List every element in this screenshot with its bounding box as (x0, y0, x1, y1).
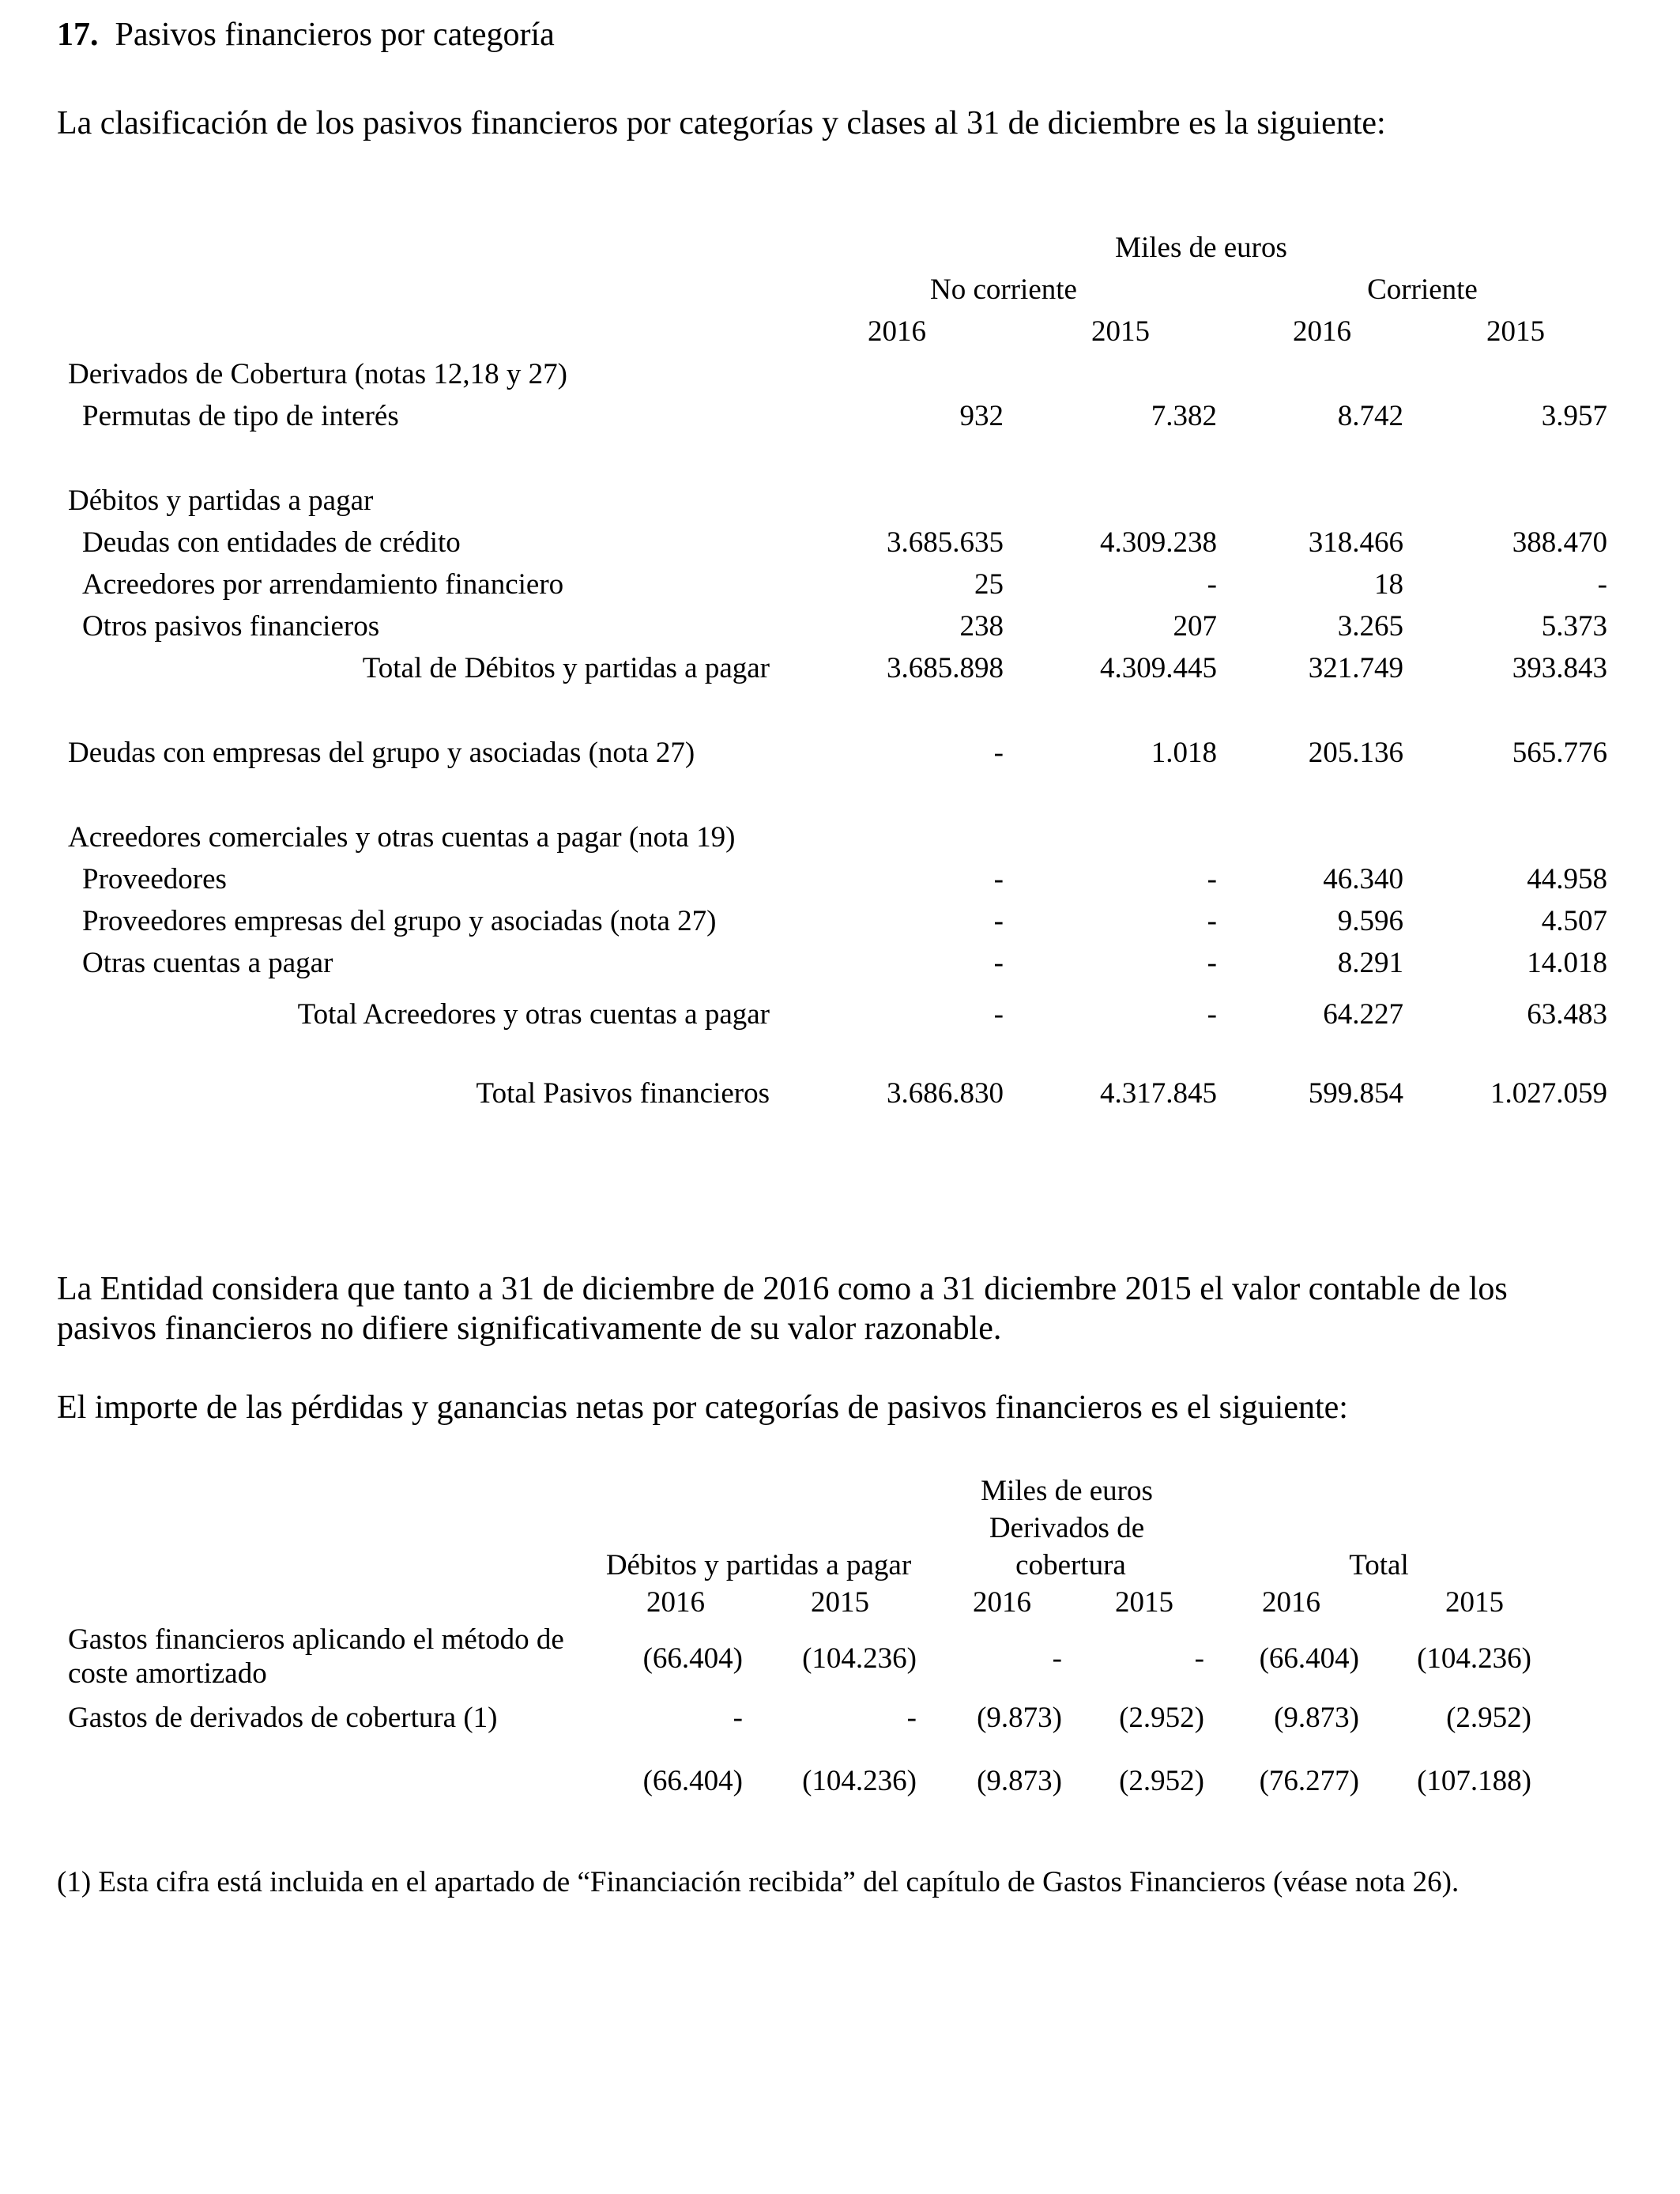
table1-row-label: Acreedores por arrendamiento financiero (82, 568, 564, 601)
table1-cell: 46.340 (1323, 863, 1403, 895)
table1-row-label: Otros pasivos financieros (82, 610, 380, 643)
table1-cell: 3.685.635 (887, 526, 1004, 559)
table1-cell: - (1207, 998, 1217, 1031)
table2-total-cell: (107.188) (1417, 1765, 1531, 1797)
table2-cell: (9.873) (1274, 1702, 1359, 1734)
table1-cell: - (993, 947, 1004, 979)
table1-group-corriente: Corriente (1367, 273, 1478, 306)
table1-cell: 318.466 (1308, 526, 1403, 559)
table1-year: 2016 (1293, 315, 1351, 348)
table1-cell: - (993, 737, 1004, 769)
table2-cell: (2.952) (1119, 1702, 1204, 1734)
table1-cell: 4.507 (1541, 905, 1607, 937)
table1-cell: 44.958 (1527, 863, 1607, 895)
section-number: 17. (57, 17, 99, 53)
table2-year: 2016 (973, 1586, 1031, 1619)
fair-value-paragraph-line: La Entidad considera que tanto a 31 de diciembre de 2016 como a 31 diciembre 2015 el valor contable de los (57, 1271, 1508, 1307)
table1-cell: 9.596 (1337, 905, 1403, 937)
table1-cell: - (993, 863, 1004, 895)
table1-cell: 205.136 (1308, 737, 1403, 769)
table1-cell: 393.843 (1512, 652, 1607, 684)
fair-value-paragraph-line: pasivos financieros no difiere significativamente de su valor razonable. (57, 1310, 1002, 1347)
table1-cell: 64.227 (1323, 998, 1403, 1031)
table2-cell: (9.873) (977, 1702, 1062, 1734)
table1-cell: 207 (1173, 610, 1217, 643)
table1-cell: 8.291 (1337, 947, 1403, 979)
table1-cell: 7.382 (1151, 400, 1217, 432)
table1-row-label: Débitos y partidas a pagar (68, 484, 374, 517)
table1-row-label: Permutas de tipo de interés (82, 400, 399, 432)
table2-year: 2016 (646, 1586, 705, 1619)
table2-cell: (66.404) (642, 1642, 743, 1675)
table1-cell: 3.685.898 (887, 652, 1004, 684)
table1-cell: 63.483 (1527, 998, 1607, 1031)
table1-cell: 1.027.059 (1490, 1077, 1607, 1110)
table2-cell: - (733, 1702, 743, 1734)
table1-total-label: Total Acreedores y otras cuentas a pagar (297, 998, 770, 1031)
table2-total-cell: (2.952) (1119, 1765, 1204, 1797)
footnote: (1) Esta cifra está incluida en el apartado de “Financiación recibida” del capítulo de Gastos Financieros (véase nota 26). (57, 1866, 1460, 1898)
table2-cell: (104.236) (1417, 1642, 1531, 1675)
table1-cell: - (1207, 863, 1217, 895)
table2-cell: (104.236) (802, 1642, 917, 1675)
table1-cell: - (993, 905, 1004, 937)
table1-year: 2015 (1486, 315, 1545, 348)
table1-cell: 5.373 (1541, 610, 1607, 643)
table2-cell: - (1052, 1642, 1062, 1675)
table1-cell: 321.749 (1308, 652, 1403, 684)
table1-row-label: Otras cuentas a pagar (82, 947, 333, 979)
table1-cell: 14.018 (1527, 947, 1607, 979)
table1-cell: 18 (1374, 568, 1403, 601)
table1-cell: - (993, 998, 1004, 1031)
table1-cell: 4.309.238 (1100, 526, 1217, 559)
table1-row-label: Acreedores comerciales y otras cuentas a pagar (nota 19) (68, 821, 736, 854)
table2-unit: Miles de euros (981, 1475, 1153, 1507)
table1-row-label: Derivados de Cobertura (notas 12,18 y 27) (68, 358, 567, 390)
table1-row-label: Proveedores empresas del grupo y asociadas (nota 27) (82, 905, 717, 937)
table2-group-total: Total (1349, 1549, 1409, 1581)
gains-losses-intro: El importe de las pérdidas y ganancias netas por categorías de pasivos financieros es el siguiente: (57, 1389, 1348, 1426)
table1-cell: 25 (974, 568, 1004, 601)
table2-cell: - (1194, 1642, 1204, 1675)
table2-cell: (66.404) (1259, 1642, 1359, 1675)
table2-year: 2015 (1115, 1586, 1173, 1619)
table1-row-label: Deudas con entidades de crédito (82, 526, 461, 559)
table1-total-label: Total de Débitos y partidas a pagar (362, 652, 770, 684)
table1-row-label: Deudas con empresas del grupo y asociadas (nota 27) (68, 737, 695, 769)
table1-group-no-corriente: No corriente (930, 273, 1077, 306)
table2-total-cell: (104.236) (802, 1765, 917, 1797)
table2-cell: (2.952) (1446, 1702, 1531, 1734)
table1-row-label: Proveedores (82, 863, 227, 895)
table1-cell: 565.776 (1512, 737, 1607, 769)
table2-row-label: coste amortizado (68, 1657, 267, 1690)
table2-total-cell: (9.873) (977, 1765, 1062, 1797)
table1-unit: Miles de euros (1115, 232, 1287, 264)
table2-total-cell: (76.277) (1259, 1765, 1359, 1797)
table1-cell: 8.742 (1337, 400, 1403, 432)
table2-row-label: Gastos de derivados de cobertura (1) (68, 1702, 498, 1734)
table2-cell: - (906, 1702, 917, 1734)
table1-cell: 4.317.845 (1100, 1077, 1217, 1110)
table1-cell: - (1207, 568, 1217, 601)
table2-group-derivados: cobertura (1015, 1549, 1126, 1581)
table1-cell: - (1207, 947, 1217, 979)
table1-cell: 3.265 (1337, 610, 1403, 643)
table2-year: 2016 (1262, 1586, 1320, 1619)
table1-cell: - (1207, 905, 1217, 937)
table1-cell: 3.686.830 (887, 1077, 1004, 1110)
table1-cell: 388.470 (1512, 526, 1607, 559)
table1-cell: 4.309.445 (1100, 652, 1217, 684)
table2-group-derivados: Derivados de (989, 1512, 1145, 1544)
table2-group-debitos: Débitos y partidas a pagar (605, 1549, 912, 1581)
table1-cell: 3.957 (1541, 400, 1607, 432)
intro-paragraph: La clasificación de los pasivos financieros por categorías y clases al 31 de diciembre es la siguiente: (57, 105, 1386, 141)
table1-year: 2015 (1091, 315, 1150, 348)
section-title: Pasivos financieros por categoría (115, 17, 555, 53)
table1-cell: - (1597, 568, 1607, 601)
table1-cell: 238 (959, 610, 1004, 643)
table2-total-cell: (66.404) (642, 1765, 743, 1797)
table1-grand-total-label: Total Pasivos financieros (476, 1077, 770, 1110)
table1-cell: 932 (959, 400, 1004, 432)
section-heading (57, 16, 555, 54)
table2-year: 2015 (1445, 1586, 1504, 1619)
table2-row-label: Gastos financieros aplicando el método de (68, 1623, 564, 1656)
table1-year: 2016 (868, 315, 926, 348)
table1-cell: 599.854 (1308, 1077, 1403, 1110)
table1-cell: 1.018 (1151, 737, 1217, 769)
table2-year: 2015 (811, 1586, 869, 1619)
